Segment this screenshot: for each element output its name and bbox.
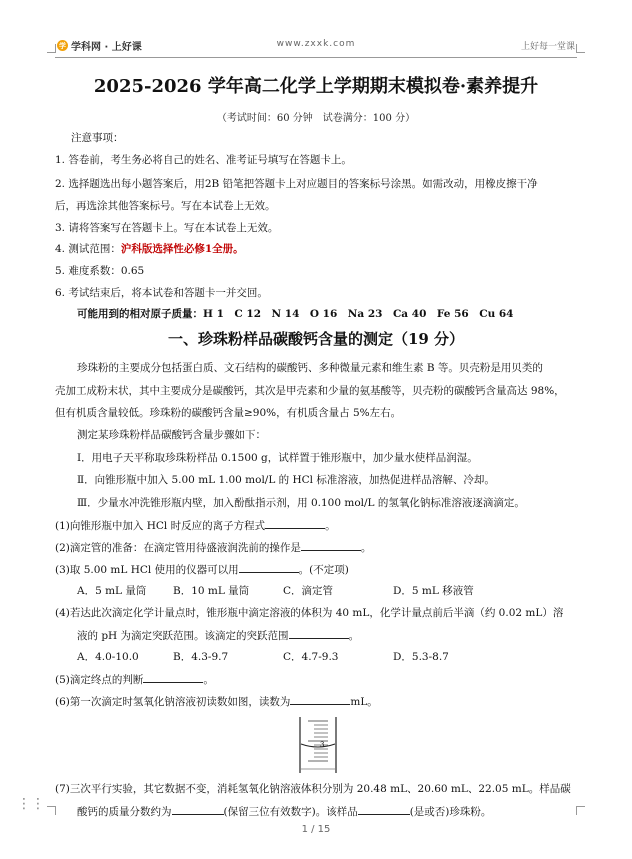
question-text: (3)取 5.00 mL HCl 使用的仪器可以用 [55, 564, 239, 576]
page-number: 1 / 15 [301, 824, 331, 835]
option-d[interactable]: D．5.3-8.7 [393, 651, 449, 663]
page-title: 2025-2026 学年高二化学上学期期末模拟卷·素养提升 [93, 76, 539, 97]
question-4-options [77, 650, 449, 664]
question-4: (4)若达此次滴定化学计量点时，锥形瓶中滴定溶液的体积为 40 mL，化学计量点前后半滴（约 0.02 mL）溶 [55, 607, 564, 619]
question-6 [55, 694, 378, 709]
logo-icon: 学 [59, 41, 66, 50]
exam-info: （考试时间：60 分钟 试卷满分：100 分） [216, 113, 416, 124]
question-3-options [77, 584, 474, 598]
question-tail: 。 [360, 542, 372, 554]
notice-scope-value: 沪科版选择性必修1全册。 [120, 243, 244, 255]
question-1 [55, 518, 336, 533]
option-b[interactable]: B．4.3-9.7 [173, 651, 229, 663]
question-unit: mL。 [350, 696, 378, 708]
answer-blank[interactable] [143, 672, 203, 683]
answer-blank[interactable] [172, 804, 224, 815]
paragraph-line: 壳加工成粉末状，其中主要成分是碳酸钙，其次是甲壳素和少量的氨基酸等，贝壳粉的碳酸钙含量高达 98%， [55, 385, 565, 397]
question-2 [55, 540, 371, 555]
option-d[interactable]: D．5 mL 移液管 [393, 585, 474, 597]
question-5 [55, 672, 214, 687]
notice-item: 2. 选择题选出每小题答案后，用2B 铅笔把答题卡上对应题目的答案标号涂黑。如需改动，用橡皮擦干净 [55, 178, 538, 190]
question-tail: 。 [348, 630, 360, 642]
question-tail: 。 [203, 674, 214, 686]
question-text: (保留三位有效数字)。该样品 [223, 806, 358, 818]
answer-blank[interactable] [265, 518, 325, 529]
answer-blank[interactable] [358, 804, 410, 815]
paragraph-line: 测定某珍珠粉样品碳酸钙含量步骤如下： [77, 429, 266, 441]
notice-item: 1. 答卷前，考生务必将自己的姓名、准考证号填写在答题卡上。 [55, 154, 352, 166]
header-divider [55, 57, 577, 58]
question-7-cont [77, 804, 491, 819]
question-tail: 。(不定项) [298, 564, 349, 576]
paragraph-line: 珍珠粉的主要成分包括蛋白质、文石结构的碳酸钙、多种微量元素和维生素 B 等。贝壳粉是用贝类的 [77, 362, 543, 374]
header-url: www.zxxk.com [276, 39, 356, 49]
atomic-label: 可能用到的相对原子质量： [77, 308, 203, 320]
step-line: Ⅱ．向锥形瓶中加入 5.00 mL 1.00 mol/L 的 HCl 标准溶液，加热促进样品溶解、冷却。 [77, 474, 495, 486]
question-4-cont [77, 628, 359, 643]
question-text: (6)第一次滴定时氢氧化钠溶液初读数如图，读数为 [55, 696, 291, 708]
notice-item: 6. 考试结束后，将本试卷和答题卡一并交回。 [55, 287, 268, 299]
page-header [0, 38, 632, 56]
option-c[interactable]: C．滴定管 [283, 585, 334, 597]
option-a[interactable]: A．4.0-10.0 [77, 651, 139, 663]
question-text: (5)滴定终点的判断 [55, 674, 144, 686]
notice-item: 3. 请将答案写在答题卡上。写在本试卷上无效。 [55, 222, 279, 234]
question-tail: 。 [325, 520, 336, 532]
atomic-masses [77, 307, 513, 321]
question-text: 液的 pH 为滴定突跃范围。该滴定的突跃范围 [77, 630, 289, 642]
paragraph-line: 但有机质含量较低。珍珠粉的碳酸钙含量≥90%，有机质含量占 5%左右。 [55, 407, 402, 419]
logo-text: 学科网 · 上好课 [71, 42, 142, 53]
step-line: Ⅰ．用电子天平称取珍珠粉样品 0.1500 g，试样置于锥形瓶中，加少量水使样品润湿。 [77, 452, 478, 464]
answer-blank[interactable] [289, 628, 349, 639]
notice-heading: 注意事项： [71, 132, 124, 144]
question-text: (1)向锥形瓶中加入 HCl 时反应的离子方程式 [55, 520, 266, 532]
drag-handle-icon[interactable]: ⋮⋮ [17, 796, 45, 812]
answer-blank[interactable] [301, 540, 361, 551]
buret-diagram [298, 717, 338, 773]
step-line: Ⅲ．少量水冲洗锥形瓶内壁，加入酚酞指示剂，用 0.100 mol/L 的氢氧化钠标准溶液逐滴滴定。 [77, 497, 525, 509]
corner-mark [576, 806, 585, 815]
header-slogan: 上好每一堂课 [520, 42, 575, 52]
question-3 [55, 562, 349, 577]
notice-item: 5. 难度系数：0.65 [55, 265, 145, 277]
notice-scope-label: 4. 测试范围： [55, 243, 121, 255]
section-title: 一、珍珠粉样品碳酸钙含量的测定（19 分） [167, 330, 465, 348]
answer-blank[interactable] [239, 562, 299, 573]
atomic-values: H 1 C 12 N 14 O 16 Na 23 Ca 40 Fe 56 Cu 64 [203, 308, 514, 320]
option-b[interactable]: B．10 mL 量筒 [173, 585, 250, 597]
corner-mark [47, 806, 56, 815]
notice-item: 后，再选涂其他答案标号。写在本试卷上无效。 [55, 200, 276, 212]
answer-blank[interactable] [290, 694, 350, 705]
question-7: (7)三次平行实验，其它数据不变，消耗氢氧化钠溶液体积分别为 20.48 mL、20.60 mL、22.05 mL。样品碳 [55, 783, 571, 795]
buret-scale-label: 3 [320, 741, 325, 749]
option-c[interactable]: C．4.7-9.3 [283, 651, 339, 663]
notice-item [55, 242, 244, 256]
question-text: (2)滴定管的准备：在滴定管用待盛液润洗前的操作是 [55, 542, 301, 554]
option-a[interactable]: A．5 mL 量筒 [77, 585, 147, 597]
question-tail: (是或否)珍珠粉。 [409, 806, 492, 818]
question-text: 酸钙的质量分数约为 [77, 806, 172, 818]
